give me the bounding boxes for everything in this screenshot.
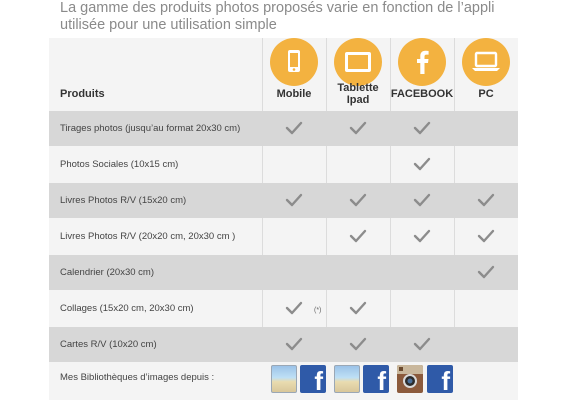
checkmark-icon <box>413 336 431 352</box>
checkmark-icon <box>285 336 303 352</box>
column-label-facebook: FACEBOOK <box>390 88 454 100</box>
checkmark-icon <box>285 120 303 136</box>
row-label: Photos Sociales (10x15 cm) <box>60 159 179 170</box>
footnote-marker: (*) <box>314 307 322 314</box>
table-row <box>49 147 518 182</box>
mobile-phone-icon <box>270 38 318 86</box>
column-header-pc <box>454 38 518 111</box>
table-row <box>49 255 518 290</box>
checkmark-icon <box>349 228 367 244</box>
checkmark-icon <box>413 120 431 136</box>
photos-app-icon <box>334 365 360 393</box>
column-header-mobile <box>262 38 326 111</box>
table-row <box>49 327 518 362</box>
checkmark-icon <box>285 300 303 316</box>
table-row <box>49 219 518 254</box>
row-label: Livres Photos R/V (15x20 cm) <box>60 195 187 206</box>
row-label: Collages (15x20 cm, 20x30 cm) <box>60 303 194 314</box>
column-header-tablet <box>326 38 390 111</box>
row-label: Tirages photos (jusqu’au format 20x30 cm) <box>60 123 241 134</box>
column-label-pc: PC <box>478 88 494 100</box>
checkmark-icon <box>349 336 367 352</box>
products-column-header: Produits <box>60 88 105 100</box>
checkmark-icon <box>349 192 367 208</box>
facebook-icon: f <box>300 365 326 393</box>
intro-text: La gamme des produits photos proposés varie en fonction de l’appli utilisée pour une utilisation simple <box>60 0 495 33</box>
row-label: Cartes R/V (10x20 cm) <box>60 339 157 350</box>
checkmark-icon <box>349 120 367 136</box>
column-label-tablet-line2: Ipad <box>346 94 370 106</box>
photos-app-icon <box>271 365 297 393</box>
row-label: Calendrier (20x30 cm) <box>60 267 154 278</box>
column-header-facebook <box>390 38 454 111</box>
checkmark-icon <box>477 192 495 208</box>
table-row <box>49 291 518 326</box>
checkmark-icon <box>413 192 431 208</box>
tablet-icon <box>334 38 382 86</box>
column-label-tablet <box>326 82 390 106</box>
checkmark-icon <box>477 264 495 280</box>
table-row <box>49 183 518 218</box>
checkmark-icon <box>413 228 431 244</box>
checkmark-icon <box>413 156 431 172</box>
laptop-icon <box>462 38 510 86</box>
facebook-icon <box>398 38 446 86</box>
facebook-icon: f <box>363 365 389 393</box>
instagram-icon <box>397 365 423 393</box>
row-label: Livres Photos R/V (20x20 cm, 20x30 cm ) <box>60 231 236 242</box>
facebook-icon: f <box>427 365 453 393</box>
checkmark-icon <box>477 228 495 244</box>
table-row <box>49 111 518 146</box>
column-label-tablet-line1: Tablette <box>337 82 379 94</box>
column-label-mobile: Mobile <box>276 88 312 100</box>
libraries-label: Mes Bibliothèques d’images depuis : <box>60 372 215 383</box>
checkmark-icon <box>349 300 367 316</box>
checkmark-icon <box>285 192 303 208</box>
